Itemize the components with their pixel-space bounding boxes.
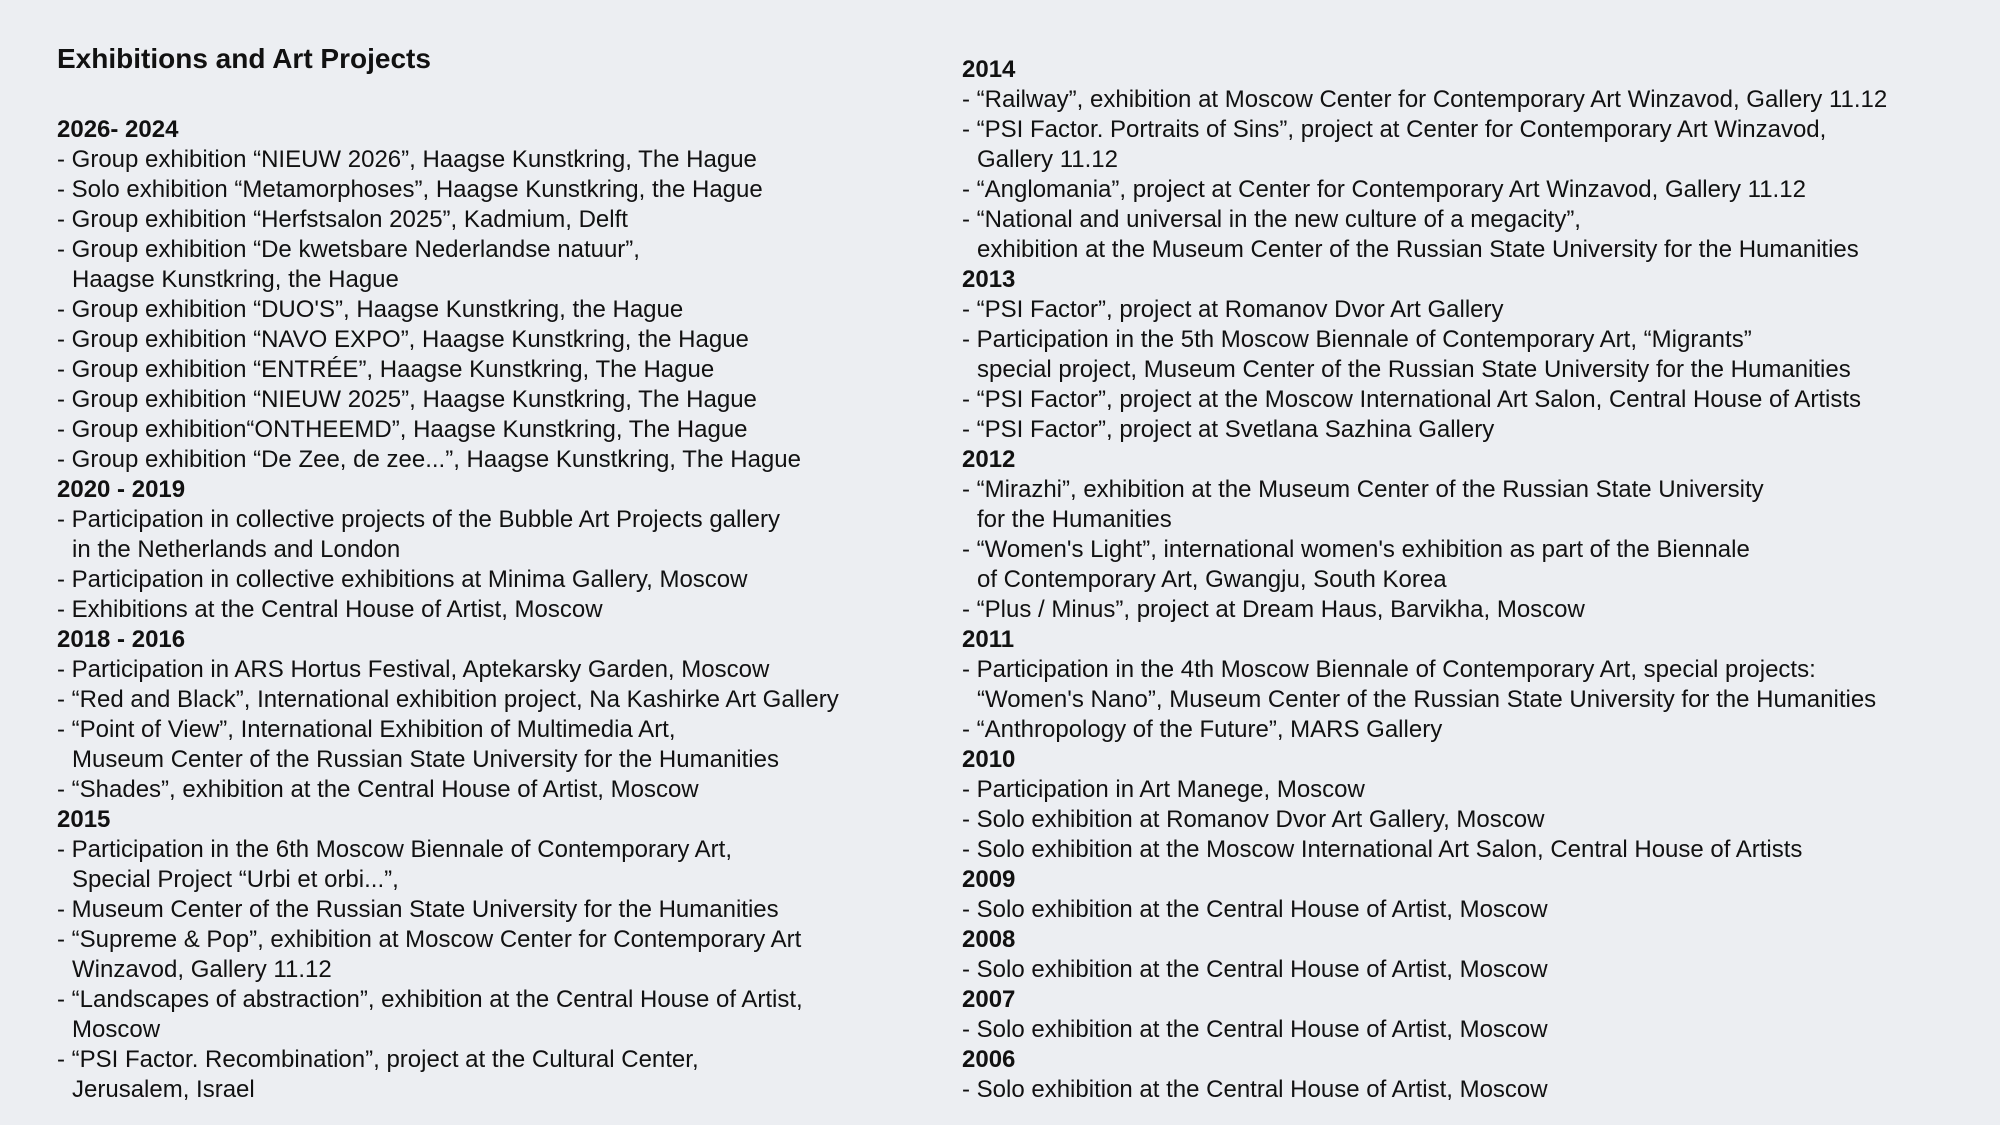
exhibition-entry [57,385,957,415]
entry-line: - “Women's Light”, international women's exhibition as part of the Biennale [962,536,1750,563]
year-heading: 2026- 2024 [57,116,179,143]
exhibition-entry [57,325,957,355]
exhibition-entry [57,835,957,895]
exhibition-entry [57,925,957,985]
right-column [962,55,1962,1105]
year-heading: 2018 - 2016 [57,626,186,653]
entry-line: - “Shades”, exhibition at the Central House of Artist, Moscow [57,776,699,803]
entry-line: - “Supreme & Pop”, exhibition at Moscow Center for Contemporary Art [57,926,802,953]
exhibition-entry [57,445,957,475]
entry-continuation-line: Haagse Kunstkring, the Hague [72,266,399,293]
entry-line: - Participation in the 6th Moscow Biennale of Contemporary Art, [57,836,732,863]
entry-line: - Participation in the 5th Moscow Biennale of Contemporary Art, “Migrants” [962,326,1752,353]
exhibition-entry [962,895,1962,925]
exhibition-entry [962,775,1962,805]
year-heading: 2013 [962,266,1016,293]
entry-line: - “Plus / Minus”, project at Dream Haus, Barvikha, Moscow [962,596,1585,623]
entry-line: - “Railway”, exhibition at Moscow Center for Contemporary Art Winzavod, Gallery 11.12 [962,86,1888,113]
exhibition-entry [57,685,957,715]
entry-continuation-line: Museum Center of the Russian State University for the Humanities [72,746,779,773]
entry-line: - Group exhibition“ONTHEEMD”, Haagse Kunstkring, The Hague [57,416,748,443]
year-section [962,985,1962,1045]
exhibition-entry [962,115,1962,175]
entry-continuation-line: “Women's Nano”, Museum Center of the Russian State University for the Humanities [977,686,1877,713]
entry-line: - Group exhibition “De kwetsbare Nederlandse natuur”, [57,236,640,263]
year-section [57,475,957,625]
entry-continuation-line: Special Project “Urbi et orbi...”, [72,866,399,893]
entry-line: - Solo exhibition at the Central House of Artist, Moscow [962,956,1548,983]
entry-continuation-line: exhibition at the Museum Center of the Russian State University for the Humanities [977,236,1859,263]
entry-line: - “PSI Factor. Recombination”, project at the Cultural Center, [57,1046,699,1073]
year-section [57,805,957,1105]
exhibition-entry [57,1045,957,1105]
exhibition-entry [962,1075,1962,1105]
entry-continuation-line: Jerusalem, Israel [72,1076,255,1103]
entry-line: - Group exhibition “NAVO EXPO”, Haagse Kunstkring, the Hague [57,326,749,353]
entry-continuation-line: for the Humanities [977,506,1172,533]
exhibition-entry [57,415,957,445]
year-section [962,625,1962,745]
exhibition-entry [962,835,1962,865]
entry-line: - Group exhibition “NIEUW 2025”, Haagse Kunstkring, The Hague [57,386,757,413]
exhibition-entry [962,655,1962,715]
entry-line: - Solo exhibition at the Central House of Artist, Moscow [962,1016,1548,1043]
year-heading: 2007 [962,986,1016,1013]
entry-line: - Solo exhibition at the Central House of Artist, Moscow [962,1076,1548,1103]
entry-line: - “PSI Factor”, project at Romanov Dvor Art Gallery [962,296,1504,323]
entry-line: - “PSI Factor. Portraits of Sins”, project at Center for Contemporary Art Winzavod, [962,116,1827,143]
entry-line: - Participation in ARS Hortus Festival, Aptekarsky Garden, Moscow [57,656,770,683]
entry-line: - “Point of View”, International Exhibition of Multimedia Art, [57,716,676,743]
exhibition-entry [962,415,1962,445]
entry-line: - Group exhibition “De Zee, de zee...”, Haagse Kunstkring, The Hague [57,446,801,473]
exhibition-entry [57,355,957,385]
exhibition-entry [57,505,957,565]
entry-line: - Solo exhibition at the Central House of Artist, Moscow [962,896,1548,923]
entry-line: - “PSI Factor”, project at Svetlana Sazhina Gallery [962,416,1495,443]
year-section [962,265,1962,445]
entry-line: - “PSI Factor”, project at the Moscow International Art Salon, Central House of Artists [962,386,1862,413]
exhibition-entry [57,205,957,235]
entry-line: - Group exhibition “DUO'S”, Haagse Kunstkring, the Hague [57,296,684,323]
exhibition-entry [962,385,1962,415]
year-heading: 2012 [962,446,1016,473]
exhibition-entry [962,535,1962,595]
left-column [57,115,957,1105]
exhibition-entry [962,595,1962,625]
year-section [962,1045,1962,1105]
year-section [962,55,1962,265]
entry-continuation-line: of Contemporary Art, Gwangju, South Korea [977,566,1447,593]
exhibition-entry [57,145,957,175]
entry-line: - Solo exhibition at the Moscow International Art Salon, Central House of Artists [962,836,1803,863]
exhibition-entry [57,595,957,625]
exhibition-entry [962,295,1962,325]
year-section [962,865,1962,925]
exhibition-entry [57,655,957,685]
entry-line: - Museum Center of the Russian State University for the Humanities [57,896,779,923]
entry-continuation-line: special project, Museum Center of the Russian State University for the Humanities [977,356,1851,383]
year-heading: 2009 [962,866,1016,893]
entry-line: - “Anglomania”, project at Center for Contemporary Art Winzavod, Gallery 11.12 [962,176,1806,203]
entry-line: - Group exhibition “NIEUW 2026”, Haagse Kunstkring, The Hague [57,146,757,173]
entry-line: - Exhibitions at the Central House of Artist, Moscow [57,596,603,623]
exhibition-entry [962,715,1962,745]
year-heading: 2011 [962,626,1015,653]
year-section [962,445,1962,625]
year-heading: 2006 [962,1046,1016,1073]
entry-line: - Participation in collective projects of the Bubble Art Projects gallery [57,506,781,533]
entry-line: - Solo exhibition “Metamorphoses”, Haagse Kunstkring, the Hague [57,176,763,203]
exhibition-entry [57,235,957,295]
year-section [962,925,1962,985]
entry-line: - Participation in the 4th Moscow Biennale of Contemporary Art, special projects: [962,656,1816,683]
exhibition-entry [57,985,957,1045]
year-section [962,745,1962,865]
year-heading: 2008 [962,926,1016,953]
entry-line: - Solo exhibition at Romanov Dvor Art Gallery, Moscow [962,806,1545,833]
year-section [57,625,957,805]
year-section [57,115,957,475]
entry-line: - Group exhibition “Herfstsalon 2025”, Kadmium, Delft [57,206,628,233]
entry-continuation-line: Winzavod, Gallery 11.12 [72,956,332,983]
entry-line: - “National and universal in the new culture of a megacity”, [962,206,1581,233]
exhibition-entry [962,175,1962,205]
year-heading: 2015 [57,806,111,833]
exhibition-entry [962,205,1962,265]
exhibition-entry [57,895,957,925]
entry-continuation-line: Gallery 11.12 [977,146,1118,173]
entry-continuation-line: Moscow [72,1016,161,1043]
entry-line: - “Red and Black”, International exhibition project, Na Kashirke Art Gallery [57,686,839,713]
entry-line: - “Mirazhi”, exhibition at the Museum Center of the Russian State University [962,476,1764,503]
year-heading: 2014 [962,56,1016,83]
exhibition-entry [962,1015,1962,1045]
exhibition-entry [962,805,1962,835]
entry-line: - Participation in Art Manege, Moscow [962,776,1365,803]
entry-continuation-line: in the Netherlands and London [72,536,401,563]
entry-line: - Group exhibition “ENTRÉE”, Haagse Kunstkring, The Hague [57,356,715,383]
exhibition-entry [57,175,957,205]
exhibition-entry [962,475,1962,535]
exhibition-entry [962,85,1962,115]
entry-line: - “Anthropology of the Future”, MARS Gallery [962,716,1443,743]
exhibition-entry [57,775,957,805]
year-heading: 2020 - 2019 [57,476,186,503]
page-title: Exhibitions and Art Projects [57,43,431,74]
exhibition-entry [57,715,957,775]
exhibition-entry [962,325,1962,385]
entry-line: - Participation in collective exhibitions at Minima Gallery, Moscow [57,566,748,593]
exhibition-entry [962,955,1962,985]
entry-line: - “Landscapes of abstraction”, exhibition at the Central House of Artist, [57,986,803,1013]
exhibition-entry [57,295,957,325]
exhibition-entry [57,565,957,595]
year-heading: 2010 [962,746,1016,773]
